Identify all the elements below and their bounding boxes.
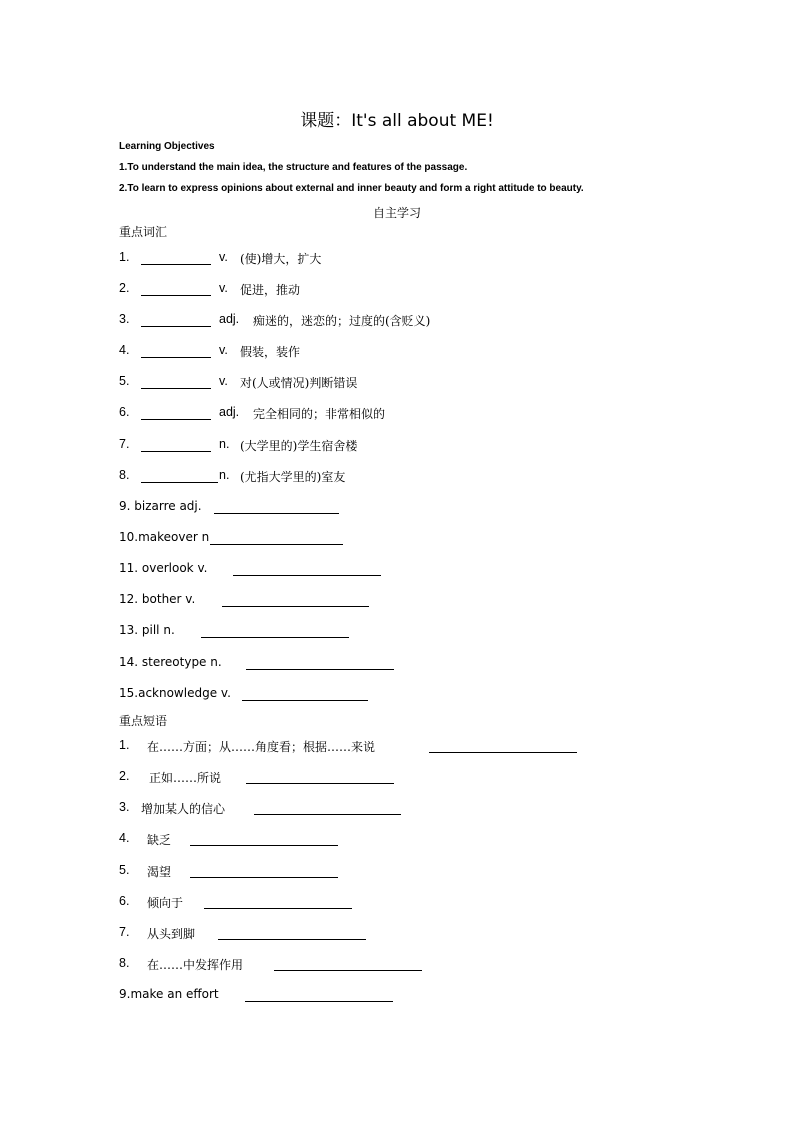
vocab-word: 11. overlook v. [119,561,208,575]
answer-blank[interactable] [141,388,211,389]
answer-blank[interactable] [274,970,422,971]
page-title: 课题：It's all about ME! [300,111,494,131]
item-number: 2. [119,281,130,295]
meaning: 对(人或情况)判断错误 [240,376,358,390]
item-number: 6. [119,894,130,908]
meaning: 痴迷的，迷恋的；过度的(含贬义) [253,314,431,328]
vocab-word: 12. bother v. [119,592,196,606]
answer-blank[interactable] [141,357,211,358]
part-of-speech: v. [219,374,228,388]
part-of-speech: n. [219,468,230,482]
answer-blank[interactable] [246,669,394,670]
vocab-word: 13. pill n. [119,623,175,637]
part-of-speech: adj. [219,312,240,326]
phrase-text: 渴望 [147,865,172,879]
item-number: 8. [119,468,130,482]
item-number: 4. [119,831,130,845]
section-title: 自主学习 [372,206,421,220]
answer-blank[interactable] [429,752,577,753]
answer-blank[interactable] [201,637,349,638]
meaning: 促进，推动 [240,283,301,297]
answer-blank[interactable] [141,326,211,327]
answer-blank[interactable] [190,845,338,846]
answer-blank[interactable] [218,939,366,940]
answer-blank[interactable] [210,544,343,545]
answer-blank[interactable] [141,482,218,483]
phrases-heading: 重点短语 [119,714,168,728]
phrase-text: 正如……所说 [149,771,222,785]
meaning: 假装，装作 [240,345,301,359]
answer-blank[interactable] [204,908,352,909]
item-number: 4. [119,343,130,357]
phrase-text: 倾向于 [147,896,184,910]
phrase-text: 在……方面；从……角度看；根据……来说 [147,740,376,754]
phrase-text: 9.make an effort [119,987,219,1001]
objective-item: 1.To understand the main idea, the structure and features of the passage. [119,162,468,173]
item-number: 6. [119,405,130,419]
item-number: 3. [119,800,130,814]
vocab-word: 14. stereotype n. [119,655,222,669]
item-number: 7. [119,437,130,451]
answer-blank[interactable] [141,451,211,452]
vocab-word: 9. bizarre adj. [119,499,202,513]
meaning: 完全相同的；非常相似的 [253,407,386,421]
answer-blank[interactable] [141,295,211,296]
part-of-speech: v. [219,250,228,264]
answer-blank[interactable] [242,700,368,701]
answer-blank[interactable] [141,264,211,265]
answer-blank[interactable] [254,814,401,815]
item-number: 7. [119,925,130,939]
vocab-word: 15.acknowledge v. [119,686,231,700]
phrase-text: 增加某人的信心 [141,802,226,816]
answer-blank[interactable] [190,877,338,878]
answer-blank[interactable] [214,513,339,514]
vocab-word: 10.makeover n [119,530,210,544]
answer-blank[interactable] [245,1001,393,1002]
meaning: (尤指大学里的)室友 [240,470,346,484]
item-number: 1. [119,738,130,752]
item-number: 1. [119,250,130,264]
item-number: 5. [119,374,130,388]
phrase-text: 从头到脚 [147,927,196,941]
part-of-speech: n. [219,437,230,451]
item-number: 2. [119,769,130,783]
item-number: 5. [119,863,130,877]
part-of-speech: v. [219,281,228,295]
meaning: (使)增大，扩大 [240,252,322,266]
answer-blank[interactable] [222,606,369,607]
answer-blank[interactable] [246,783,394,784]
answer-blank[interactable] [141,419,211,420]
vocab-heading: 重点词汇 [119,225,168,239]
objective-item: 2.To learn to express opinions about external and inner beauty and form a right attitude to beauty. [119,183,584,194]
phrase-text: 缺乏 [147,833,172,847]
phrase-text: 在……中发挥作用 [147,958,244,972]
item-number: 8. [119,956,130,970]
objectives-heading: Learning Objectives [119,141,215,152]
part-of-speech: adj. [219,405,240,419]
item-number: 3. [119,312,130,326]
answer-blank[interactable] [233,575,381,576]
part-of-speech: v. [219,343,228,357]
meaning: (大学里的)学生宿舍楼 [240,439,358,453]
